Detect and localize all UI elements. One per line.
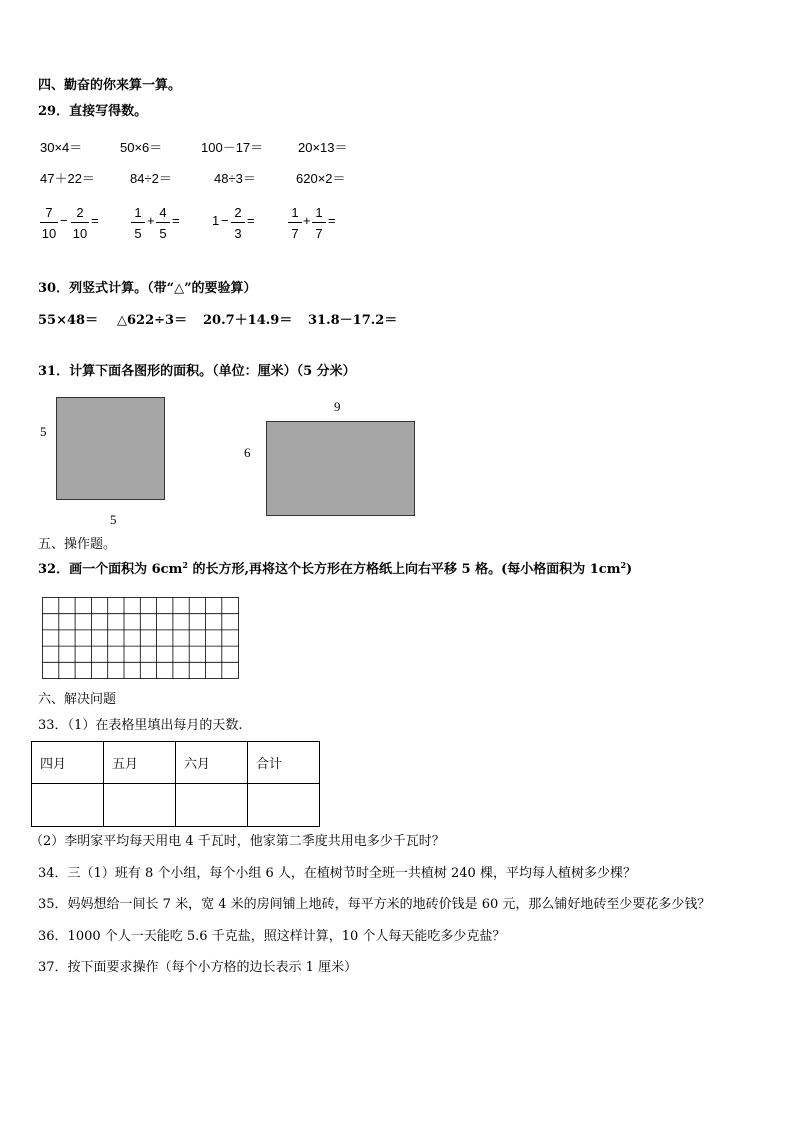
q30-item: △622÷3＝ (117, 313, 188, 328)
equals: = (247, 213, 255, 228)
q36-text: 36．1000 个人一天能吃 5.6 千克盐，照这样计算，10 个人每天能吃多少克盐？ (38, 929, 506, 944)
table-header-cell: 六月 (176, 742, 248, 784)
q30-title: 30．列竖式计算。（带“△”的要验算） (38, 281, 257, 296)
q29-title: 29．直接写得数。 (38, 104, 148, 119)
section5-heading: 五、操作题。 (38, 537, 117, 552)
q29-item: 48÷3＝ (214, 171, 256, 186)
operator: − (60, 213, 68, 228)
table-answer-cell[interactable] (32, 784, 104, 827)
table-header-cell: 五月 (104, 742, 176, 784)
denominator: 3 (234, 226, 242, 241)
superscript: 2 (182, 560, 188, 570)
table-answer-cell[interactable] (176, 784, 248, 827)
q30-item: 55×48＝ (38, 313, 99, 328)
section4-heading: 四、勤奋的你来算一算。 (38, 78, 182, 93)
square-shape (56, 397, 165, 500)
q30-item: 20.7＋14.9＝ (203, 313, 293, 328)
denominator: 10 (72, 226, 88, 241)
numerator: 2 (76, 205, 84, 220)
q29-item: 30×4＝ (40, 140, 83, 155)
operator: + (303, 213, 311, 228)
q29-item: 84÷2＝ (130, 171, 172, 186)
superscript: 2 (620, 560, 627, 570)
q29-item: 620×2＝ (296, 171, 346, 186)
q29-item: 20×13＝ (298, 140, 348, 155)
q32-title (38, 562, 632, 578)
operator: − (221, 213, 229, 228)
table-header-cell: 四月 (32, 742, 104, 784)
denominator: 7 (291, 226, 299, 241)
table-header-cell: 合计 (248, 742, 320, 784)
days-table (31, 741, 320, 827)
rectangle-shape (266, 421, 415, 516)
section6-heading: 六、解决问题 (38, 692, 117, 707)
fraction (131, 204, 145, 242)
q29-item: 100－17＝ (201, 140, 264, 155)
fraction (156, 204, 170, 242)
fraction (288, 204, 302, 242)
table-answer-cell[interactable] (248, 784, 320, 827)
rectangle-length-label: 9 (334, 399, 341, 414)
numerator: 4 (159, 205, 167, 220)
q29-item: 47＋22＝ (40, 171, 95, 186)
numerator: 2 (234, 205, 242, 220)
numerator: 1 (291, 205, 299, 220)
fraction (71, 204, 89, 242)
denominator: 5 (134, 226, 142, 241)
numerator: 1 (315, 205, 323, 220)
whole-number: 1 (212, 213, 220, 228)
q37-text: 37．按下面要求操作（每个小方格的边长表示 1 厘米） (38, 960, 358, 975)
q29-item: 50×6＝ (120, 140, 163, 155)
denominator: 7 (315, 226, 323, 241)
table-answer-cell[interactable] (104, 784, 176, 827)
q33-part1: 33．（1）在表格里填出每月的天数. (38, 718, 243, 733)
q32-title-part: 32．画一个面积为 6cm (38, 562, 183, 577)
rectangle-width-label: 6 (244, 445, 251, 460)
grid-paper (42, 597, 241, 680)
q31-title: 31．计算下面各图形的面积。（单位：厘米）（5 分米） (38, 364, 356, 379)
q35-text: 35．妈妈想给一间长 7 米，宽 4 米的房间铺上地砖，每平方米的地砖价钱是 60 元，那么铺好地砖至少要花多少钱？ (38, 897, 711, 912)
q32-title-part: ) (626, 562, 633, 577)
q30-item: 31.8－17.2＝ (308, 313, 398, 328)
equals: = (172, 213, 180, 228)
denominator: 10 (41, 226, 57, 241)
q34-text: 34．三（1）班有 8 个小组，每个小组 6 人，在植树节时全班一共植树 240 棵，平均每人植树多少棵？ (38, 866, 636, 881)
denominator: 5 (159, 226, 167, 241)
equals: = (328, 213, 336, 228)
q33-part2: （2）李明家平均每天用电 4 千瓦时，他家第二季度共用电多少千瓦时？ (30, 834, 445, 849)
numerator: 7 (45, 205, 53, 220)
fraction (231, 204, 245, 242)
q32-title-part: 的长方形,再将这个长方形在方格纸上向右平移 5 格。(每小格面积为 1cm (187, 562, 621, 577)
numerator: 1 (134, 205, 142, 220)
operator: + (147, 213, 155, 228)
square-side-label: 5 (40, 424, 47, 439)
square-bottom-label: 5 (110, 512, 117, 527)
fraction (40, 204, 58, 242)
equals: = (91, 213, 99, 228)
fraction (312, 204, 326, 242)
